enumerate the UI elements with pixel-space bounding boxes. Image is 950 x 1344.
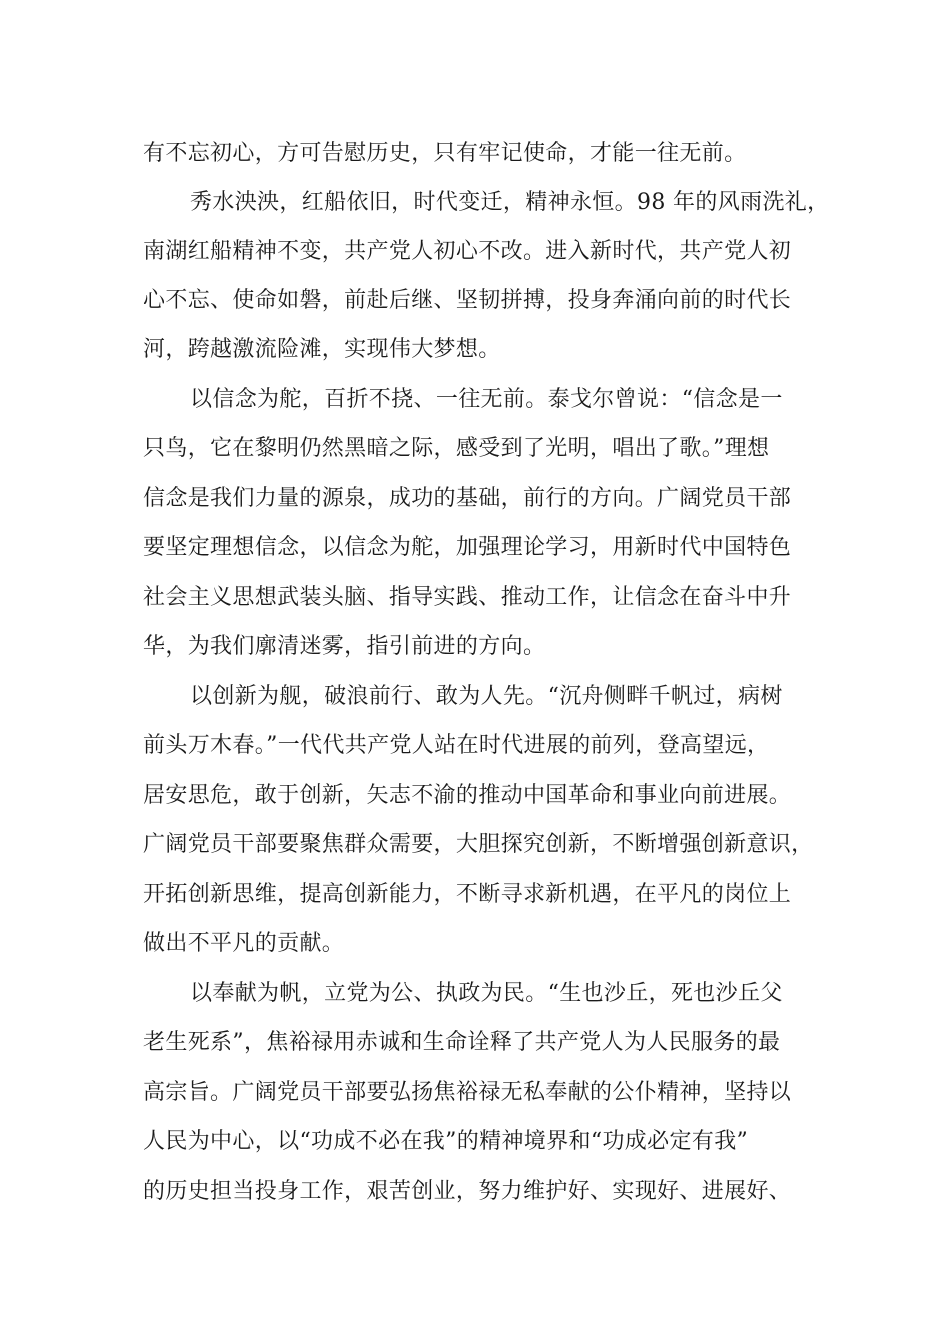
text-line: 前头万木春。”一代代共产党人站在时代进展的前列，登高望远， bbox=[143, 733, 770, 758]
text-line: 河，跨越激流险滩，实现伟大梦想。 bbox=[143, 337, 501, 362]
text-line: 社会主义思想武装头脑、指导实践、推动工作，让信念在奋斗中升 bbox=[143, 585, 792, 610]
text-line: 信念是我们力量的源泉，成功的基础，前行的方向。广阔党员干部 bbox=[143, 486, 792, 511]
text-line: 开拓创新思维，提高创新能力，不断寻求新机遇，在平凡的岗位上 bbox=[143, 882, 792, 907]
text-line: 要坚定理想信念，以信念为舵，加强理论学习，用新时代中国特色 bbox=[143, 535, 792, 560]
paragraph-first-line: 以信念为舵，百折不挠、一往无前。泰戈尔曾说：“信念是一 bbox=[190, 387, 783, 412]
text-line: 华，为我们廓清迷雾，指引前进的方向。 bbox=[143, 634, 546, 659]
text-line: 的历史担当投身工作，艰苦创业，努力维护好、实现好、进展好、 bbox=[143, 1179, 792, 1204]
paragraph-first-line: 以奉献为帆，立党为公、执政为民。“生也沙丘，死也沙丘父 bbox=[190, 981, 783, 1006]
text-line: 高宗旨。广阔党员干部要弘扬焦裕禄无私奉献的公仆精神，坚持以 bbox=[143, 1080, 792, 1105]
text-line: 广阔党员干部要聚焦群众需要，大胆探究创新，不断增强创新意识， bbox=[143, 832, 814, 857]
text-line: 居安思危，敢于创新，矢志不渝的推动中国革命和事业向前进展。 bbox=[143, 783, 792, 808]
text-line: 老生死系”，焦裕禄用赤诚和生命诠释了共产党人为人民服务的最 bbox=[143, 1030, 781, 1055]
text-line: 心不忘、使命如磐，前赴后继、坚韧拼搏，投身奔涌向前的时代长 bbox=[143, 288, 792, 313]
paragraph-first-line: 秀水泱泱，红船依旧，时代变迁，精神永恒。98 年的风雨洗礼， bbox=[190, 190, 830, 215]
text-line: 人民为中心，以“功成不必在我”的精神境界和“功成必定有我” bbox=[143, 1129, 749, 1154]
text-line: 南湖红船精神不变，共产党人初心不改。进入新时代，共产党人初 bbox=[143, 239, 792, 264]
paragraph-first-line: 以创新为舰，破浪前行、敢为人先。“沉舟侧畔千帆过，病树 bbox=[190, 684, 783, 709]
text-line: 只鸟，它在黎明仍然黑暗之际，感受到了光明，唱出了歌。”理想 bbox=[143, 436, 770, 461]
text-line: 做出不平凡的贡献。 bbox=[143, 931, 345, 956]
text-line: 有不忘初心，方可告慰历史，只有牢记使命，才能一往无前。 bbox=[143, 141, 747, 166]
